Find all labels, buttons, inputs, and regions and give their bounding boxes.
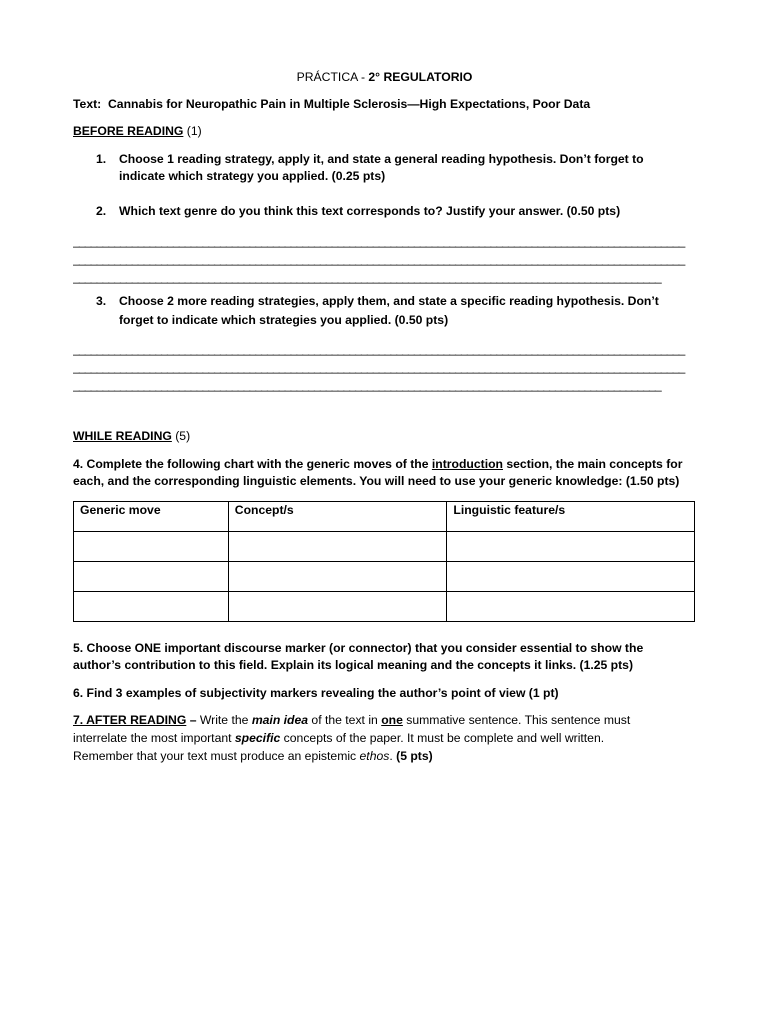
table-cell[interactable] bbox=[228, 532, 447, 562]
generic-moves-table bbox=[73, 501, 695, 622]
question-4-underlined: introduction bbox=[431, 457, 503, 471]
table-row bbox=[74, 592, 695, 622]
question-3 bbox=[96, 294, 659, 308]
table-row bbox=[74, 532, 695, 562]
text-reference bbox=[73, 97, 590, 111]
text-title: Cannabis for Neuropathic Pain in Multiple Sclerosis—High Expectations, Poor Data bbox=[108, 97, 591, 111]
answer-line[interactable]: ____________________________________________________________________________________________________ bbox=[73, 270, 661, 284]
after-reading-points: (5 pts) bbox=[396, 749, 433, 763]
table-cell[interactable] bbox=[74, 532, 229, 562]
title-prefix: PRÁCTICA - bbox=[296, 70, 369, 84]
answer-line[interactable]: ____________________________________________________________________________________________________ bbox=[73, 378, 661, 392]
while-reading-label: WHILE READING bbox=[73, 429, 172, 443]
one-emphasis: one bbox=[381, 713, 403, 727]
table-header-cell: Generic move bbox=[74, 502, 229, 532]
title-bold: 2° REGULATORIO bbox=[368, 70, 473, 84]
question-3-line-1: Choose 2 more reading strategies, apply them, and state a specific reading hypothesis. Don’t bbox=[119, 294, 659, 308]
question-2-text: Which text genre do you think this text corresponds to? Justify your answer. (0.50 pts) bbox=[119, 204, 621, 218]
after-reading-heading: 7. AFTER READING bbox=[73, 713, 187, 727]
table-header-cell: Linguistic feature/s bbox=[447, 502, 695, 532]
table-cell[interactable] bbox=[447, 562, 695, 592]
after-reading-text-5: concepts of the paper. It must be complete and well written. bbox=[280, 731, 605, 745]
before-reading-heading bbox=[73, 124, 202, 138]
question-3-number: 3. bbox=[96, 294, 107, 308]
table-cell[interactable] bbox=[74, 562, 229, 592]
while-reading-heading bbox=[73, 429, 190, 443]
question-5-line-1: 5. Choose ONE important discourse marker (or connector) that you consider essential to show the bbox=[73, 641, 644, 655]
answer-line[interactable]: ________________________________________________________________________________________________________ bbox=[73, 360, 685, 374]
text-label: Text: bbox=[73, 97, 102, 111]
after-reading-text-1: Write the bbox=[199, 713, 252, 727]
after-reading-line-1 bbox=[73, 713, 630, 727]
specific-emphasis: specific bbox=[234, 731, 281, 745]
table-header-row bbox=[74, 502, 695, 532]
answer-line[interactable]: ________________________________________________________________________________________________________ bbox=[73, 342, 685, 356]
table-cell[interactable] bbox=[74, 592, 229, 622]
answer-line[interactable]: ________________________________________________________________________________________________________ bbox=[73, 252, 685, 266]
main-idea-emphasis: main idea bbox=[251, 713, 309, 727]
question-4-text-a: 4. Complete the following chart with the generic moves of the bbox=[73, 457, 432, 471]
before-reading-points: (1) bbox=[183, 124, 202, 138]
answer-line[interactable]: ________________________________________________________________________________________________________ bbox=[73, 234, 685, 248]
question-1 bbox=[96, 152, 644, 166]
question-6: 6. Find 3 examples of subjectivity markers revealing the author’s point of view (1 pt) bbox=[73, 686, 559, 700]
table-row bbox=[74, 562, 695, 592]
question-4-line-1 bbox=[73, 457, 682, 471]
after-reading-line-2 bbox=[73, 731, 604, 745]
after-reading-dash: – bbox=[186, 713, 200, 727]
after-reading-text-4: interrelate the most important bbox=[73, 731, 235, 745]
after-reading-text-6: Remember that your text must produce an epistemic bbox=[73, 749, 360, 763]
table-cell[interactable] bbox=[228, 592, 447, 622]
page-title bbox=[73, 70, 696, 84]
question-5-line-2: author’s contribution to this field. Explain its logical meaning and the concepts it links. (1.25 pts) bbox=[73, 658, 634, 672]
after-reading-text-7: . bbox=[389, 749, 397, 763]
table-cell[interactable] bbox=[447, 592, 695, 622]
question-2-number: 2. bbox=[96, 204, 107, 218]
after-reading-line-3 bbox=[73, 749, 433, 763]
question-1-line-1: Choose 1 reading strategy, apply it, and state a general reading hypothesis. Don’t forget to bbox=[119, 152, 644, 166]
question-1-line-2: indicate which strategy you applied. (0.25 pts) bbox=[119, 169, 386, 183]
table-header-cell: Concept/s bbox=[228, 502, 447, 532]
question-2 bbox=[96, 204, 620, 218]
ethos-emphasis: ethos bbox=[359, 749, 390, 763]
question-4-text-b: section, the main concepts for bbox=[502, 457, 683, 471]
after-reading-text-2: of the text in bbox=[308, 713, 382, 727]
table-cell[interactable] bbox=[447, 532, 695, 562]
question-1-number: 1. bbox=[96, 152, 107, 166]
after-reading-text-3: summative sentence. This sentence must bbox=[402, 713, 631, 727]
question-3-line-2: forget to indicate which strategies you applied. (0.50 pts) bbox=[119, 313, 449, 327]
while-reading-points: (5) bbox=[171, 429, 191, 443]
table-cell[interactable] bbox=[228, 562, 447, 592]
question-4-line-2: each, and the corresponding linguistic elements. You will need to use your generic knowledge: (1.50 pts) bbox=[73, 474, 680, 488]
before-reading-label: BEFORE READING bbox=[73, 124, 184, 138]
